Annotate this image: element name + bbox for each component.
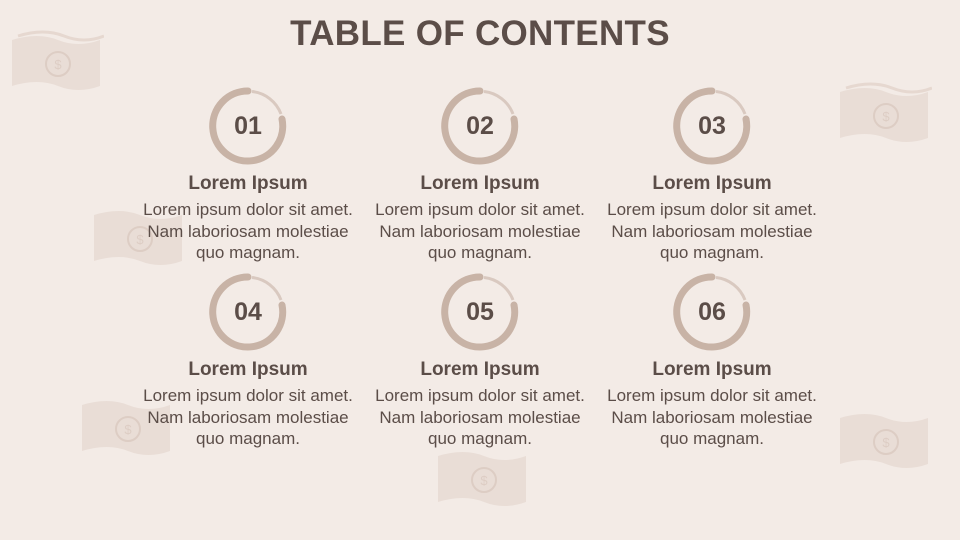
item-number: 01 <box>234 112 262 140</box>
item-heading: Lorem Ipsum <box>652 173 772 194</box>
svg-text:$: $ <box>480 473 488 488</box>
item-heading: Lorem Ipsum <box>188 173 308 194</box>
item-text: Lorem ipsum dolor sit amet. Nam laboriosam molestiae quo magnam. <box>375 386 585 448</box>
svg-text:$: $ <box>882 109 890 124</box>
number-ring <box>672 86 752 166</box>
item-text: Lorem ipsum dolor sit amet. Nam laboriosam molestiae quo magnam. <box>143 386 353 448</box>
item-number: 06 <box>698 298 726 326</box>
number-ring <box>208 272 288 352</box>
toc-item-5 <box>375 272 585 450</box>
toc-item-6 <box>607 272 817 450</box>
toc-item-1 <box>143 86 353 264</box>
dollar-bill-icon <box>836 408 932 472</box>
toc-item-3 <box>607 86 817 264</box>
item-text: Lorem ipsum dolor sit amet. Nam laboriosam molestiae quo magnam. <box>607 386 817 448</box>
item-text: Lorem ipsum dolor sit amet. Nam laboriosam molestiae quo magnam. <box>143 200 353 262</box>
item-number: 05 <box>466 298 494 326</box>
toc-item-2 <box>375 86 585 264</box>
item-text: Lorem ipsum dolor sit amet. Nam laboriosam molestiae quo magnam. <box>607 200 817 262</box>
item-text: Lorem ipsum dolor sit amet. Nam laboriosam molestiae quo magnam. <box>375 200 585 262</box>
svg-text:$: $ <box>136 232 144 247</box>
item-heading: Lorem Ipsum <box>188 359 308 380</box>
item-heading: Lorem Ipsum <box>420 173 540 194</box>
number-ring <box>672 272 752 352</box>
item-number: 02 <box>466 112 494 140</box>
number-ring <box>440 272 520 352</box>
svg-text:$: $ <box>54 57 62 72</box>
svg-text:$: $ <box>124 422 132 437</box>
item-number: 03 <box>698 112 726 140</box>
number-ring <box>208 86 288 166</box>
item-number: 04 <box>234 298 262 326</box>
item-heading: Lorem Ipsum <box>652 359 772 380</box>
number-ring <box>440 86 520 166</box>
page-title: TABLE OF CONTENTS <box>290 14 670 53</box>
svg-text:$: $ <box>882 435 890 450</box>
item-heading: Lorem Ipsum <box>420 359 540 380</box>
dollar-bill-icon <box>434 446 530 510</box>
toc-item-4 <box>143 272 353 450</box>
dollar-bill-icon <box>836 82 932 146</box>
